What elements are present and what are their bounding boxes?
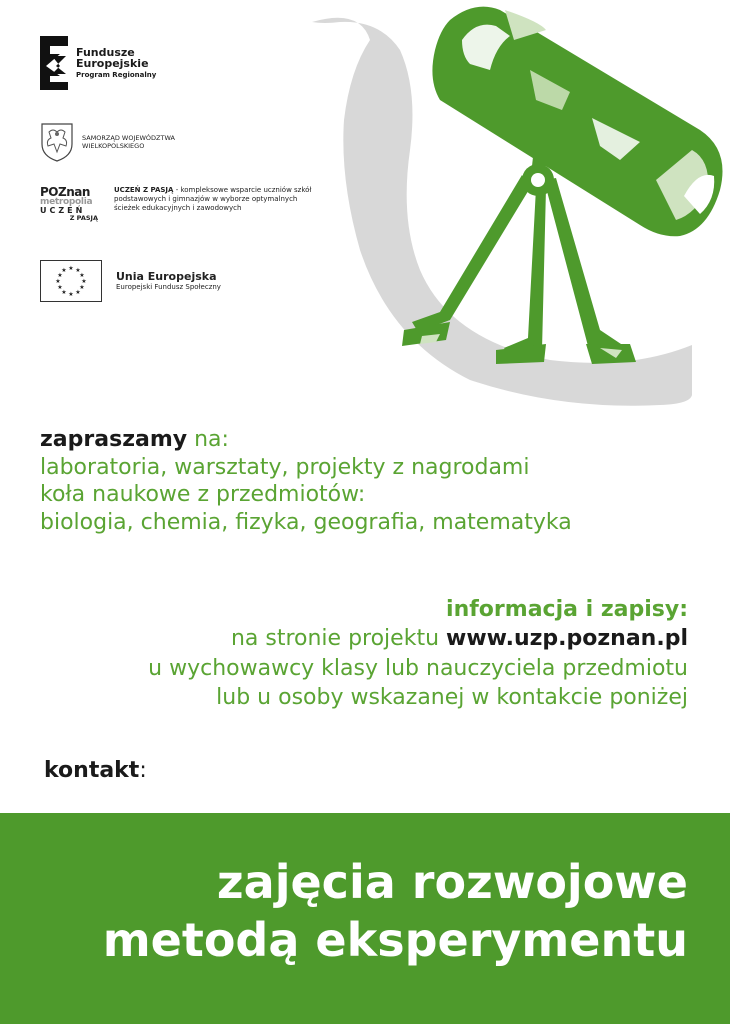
svg-text:★: ★: [57, 284, 63, 291]
banner-line1: zajęcia rozwojowe: [216, 855, 688, 909]
info-line2: u wychowawcy klasy lub nauczyciela przedmiotu: [148, 655, 688, 681]
invite-line4: biologia, chemia, fizyka, geografia, matematyka: [40, 509, 572, 535]
info-header: informacja i zapisy:: [446, 597, 688, 622]
project-url-link[interactable]: www.uzp.poznan.pl: [446, 626, 688, 652]
title-banner: [0, 813, 730, 1024]
poznan-mark-line3: UCZEŃ: [40, 206, 86, 215]
info-line1: [8, 624, 688, 653]
invite-line2: laboratoria, warsztaty, projekty z nagrodami: [40, 454, 530, 480]
contact-colon: :: [139, 758, 147, 783]
invite-rest: na:: [187, 427, 229, 452]
info-line3: lub u osoby wskazanej w kontakcie poniżej: [216, 684, 688, 710]
eu-flag-icon: [40, 260, 102, 302]
poznan-mark-line1: POZnan: [40, 185, 90, 199]
svg-text:★: ★: [75, 267, 81, 274]
poznan-desc-rest: - kompleksowe wsparcie uczniów szkół podstawowych i gimnazjów w wyborze optymalnych ścieżek edukacyjnych i zawodowych: [114, 186, 312, 212]
fundusze-europejskie-logo-icon: [40, 36, 68, 90]
invite-bold: zapraszamy: [40, 427, 188, 452]
info-block: [8, 595, 688, 712]
samorzad-line1: SAMORZĄD WOJEWÓDZTWA: [82, 133, 175, 142]
svg-text:★: ★: [68, 291, 74, 298]
banner-line2: metodą eksperymentu: [102, 913, 688, 968]
svg-text:★: ★: [75, 289, 81, 296]
invitation-block: [40, 426, 700, 536]
svg-text:★: ★: [79, 272, 85, 279]
fundusze-line1: Fundusze: [76, 45, 135, 59]
contact-label-text: kontakt: [44, 758, 140, 783]
banner-title: [28, 853, 688, 970]
svg-text:★: ★: [61, 267, 67, 274]
poznan-desc-bold: UCZEŃ Z PASJĄ: [114, 186, 174, 194]
poznan-uczen-logo: [40, 186, 324, 222]
info-line1-prefix: na stronie projektu: [230, 626, 447, 652]
unia-europejska-logo: [40, 260, 221, 302]
svg-text:★: ★: [55, 278, 61, 285]
poznan-mark-line4: Z PASJĄ: [69, 214, 98, 222]
fundusze-line3: Program Regionalny: [76, 70, 157, 79]
eu-line2: Europejski Fundusz Społeczny: [116, 283, 221, 292]
fundusze-line2: Europejskie: [76, 57, 149, 71]
telescope-icon: [300, 0, 730, 420]
poznan-metropolia-mark: [40, 186, 98, 222]
svg-text:★: ★: [57, 272, 63, 279]
eagle-crest-icon: [40, 122, 74, 162]
contact-label: [44, 758, 147, 783]
invite-line3: koła naukowe z przedmiotów:: [40, 482, 366, 507]
invite-line1: [40, 426, 700, 454]
samorzad-line2: WIELKOPOLSKIEGO: [82, 142, 145, 150]
poznan-mark-line2: metropolia: [40, 197, 93, 207]
svg-text:★: ★: [81, 278, 87, 285]
svg-text:★: ★: [68, 265, 74, 272]
fundusze-europejskie-logo: [40, 36, 156, 90]
svg-text:★: ★: [79, 284, 85, 291]
eu-line1: Unia Europejska: [116, 270, 217, 284]
samorzad-logo: [40, 122, 175, 162]
poznan-description: [114, 186, 324, 212]
svg-text:★: ★: [61, 289, 67, 296]
